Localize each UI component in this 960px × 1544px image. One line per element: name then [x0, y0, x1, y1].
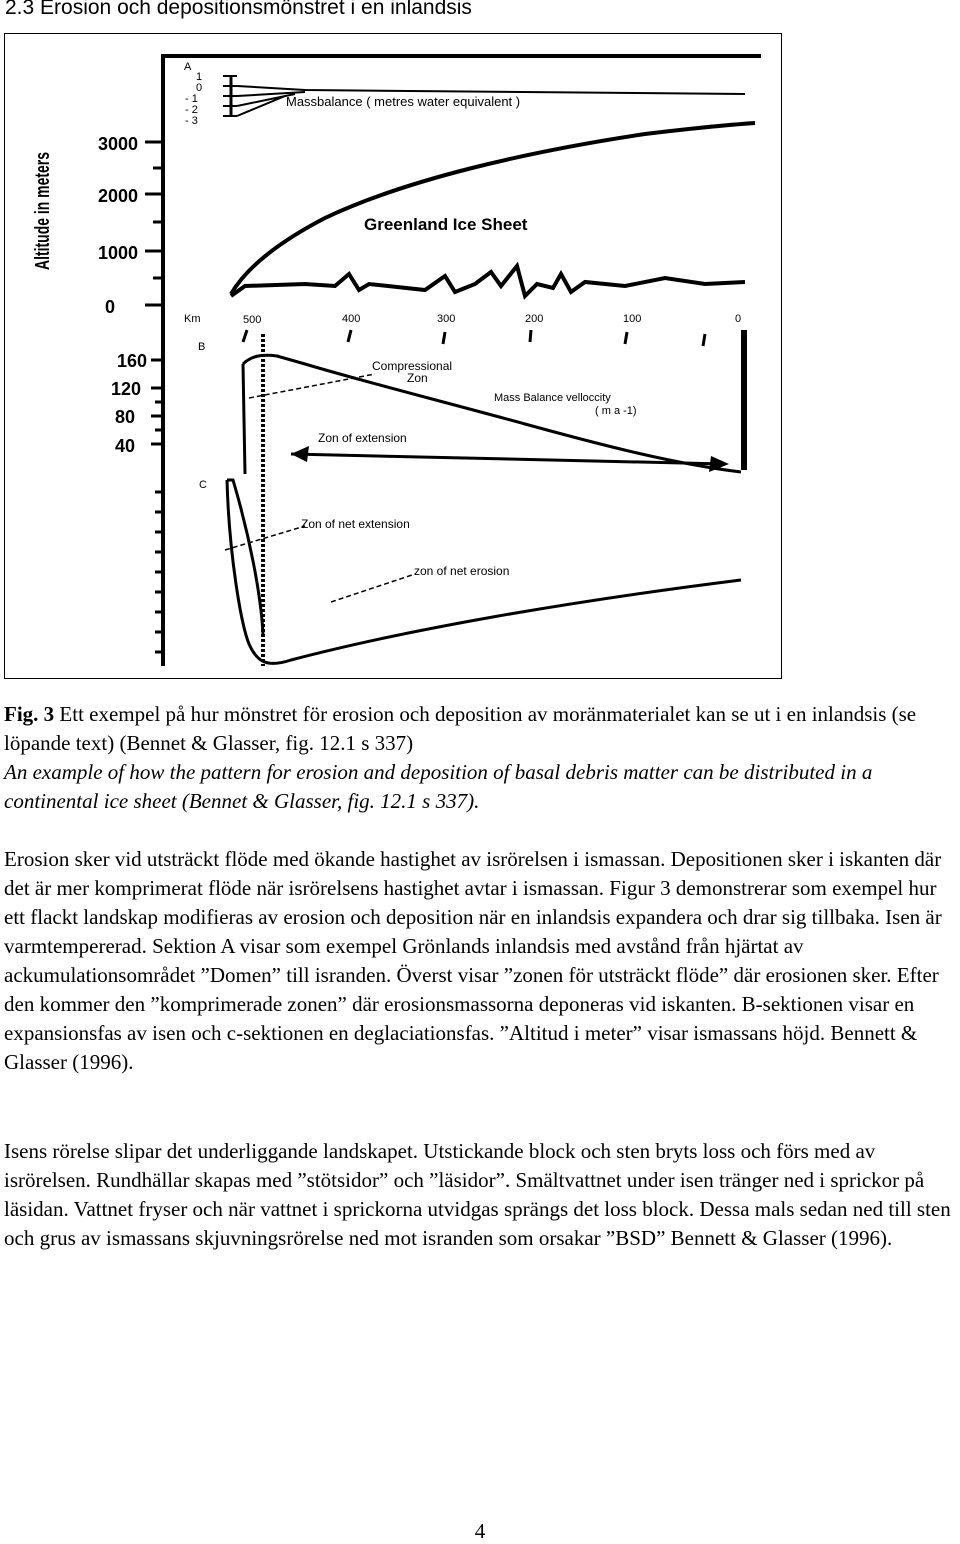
- altitude-tick-label: 1000: [97, 243, 138, 263]
- body-paragraph: Erosion sker vid utsträckt flöde med ökande hastighet av isrörelsen i ismassan. Depositionen sker i iskanten där det är mer komprimerat flöde när isrörelsens hastighet avtar i ismassan. Figur 3 demonstrerar som exempel hur ett flackt landskap modifieras av erosion och deposition när en inlandsis expandera och drar sig tillbaka. Isen är varmtempererad. Sektion A visar som exempel Grönlands inlandsis med avstånd från hjärtat av ackumulationsområdet ”Domen” till isranden. Överst visar ”zonen för utsträckt flöde” där erosionen sker. Efter den kommer den ”komprimerade zonen” där erosionsmassorna deponeras vid iskanten. B-sektionen visar en expansionsfas av isen och c-sektionen en deglaciationsfas. ”Altitud i meter” visar ismassans höjd. Bennett & Glasser (1996).: [4, 847, 942, 1074]
- massbalance-tick-label: - 2: [185, 104, 198, 116]
- zone-of-net-extension-label: Zon of net extension: [301, 517, 410, 531]
- massbalance-tick-label: - 1: [185, 93, 198, 105]
- section-b-label: B: [198, 341, 206, 353]
- zone-of-extension-label: Zon of extension: [318, 431, 407, 445]
- section-c-label: C: [199, 479, 207, 491]
- massbalance-label: Massbalance ( metres water equivalent ): [286, 94, 521, 109]
- altitude-axis: [98, 134, 165, 317]
- km-tick-label: 400: [342, 313, 361, 325]
- section-a-label: A: [184, 61, 192, 73]
- velocity-tick-label: 80: [114, 407, 135, 427]
- y-axis-title: Altitude in meters: [32, 101, 54, 270]
- caption-swedish: Ett exempel på hur mönstret för erosion och deposition av moränmaterialet kan se ut i en inlandsis (se löpande text) (Bennet & Glasser, fig. 12.1 s 337): [4, 702, 917, 755]
- mass-balance-velocity-label: Mass Balance velloccity ( m a -1): [494, 392, 637, 417]
- velocity-curve-left-edge: [243, 364, 245, 474]
- compressional-zone-label: Compressional Zon: [372, 359, 453, 385]
- km-tick-label: 0: [735, 313, 742, 325]
- section-heading: 2.3 Erosion och depositionsmönstret i en inlandsis: [5, 0, 472, 19]
- km-label: Km: [184, 313, 201, 325]
- figure-caption: [4, 700, 960, 816]
- altitude-tick-label: 0: [104, 297, 115, 317]
- glacier-diagram: [5, 34, 783, 680]
- ice-sheet-label: Greenland Ice Sheet: [364, 215, 528, 234]
- velocity-tick-label: 120: [110, 379, 141, 399]
- massbalance-tick-label: 1: [196, 71, 203, 83]
- velocity-tick-label: 160: [116, 351, 147, 371]
- section-b-right-border: [741, 330, 747, 470]
- velocity-axis: [111, 351, 165, 456]
- massbalance-tick-label: 0: [196, 82, 203, 94]
- caption-label: Fig. 3: [4, 702, 55, 726]
- zone-of-net-erosion-label: zon of net erosion: [414, 564, 510, 578]
- massbalance-tick-label: - 3: [185, 115, 198, 127]
- km-tick-label: 200: [525, 313, 544, 325]
- altitude-tick-label: 2000: [97, 186, 138, 206]
- velocity-tick-label: 40: [114, 436, 135, 456]
- altitude-tick-label: 3000: [97, 134, 138, 154]
- km-tick-label: 100: [623, 313, 642, 325]
- km-tick-label: 500: [243, 314, 262, 326]
- page-number: 4: [474, 1519, 486, 1543]
- figure-3: [4, 33, 782, 679]
- body-paragraph: Isens rörelse slipar det underliggande landskapet. Utstickande block och sten bryts loss och förs med av isrörelsen. Rundhällar skapas med ”stötsidor” och ”läsidor”. Smältvattnet under isen tränger ned i sprickor på läsidan. Vattnet fryser och när vattnet i sprickorna utvidgas sprängs det loss block. Dessa mals sedan ned till sten och grus av ismassans skjuvningsrörelse ned mot isranden som orsakar ”BSD” Bennett & Glasser (1996).: [4, 1139, 951, 1250]
- km-tick-label: 300: [437, 313, 456, 325]
- caption-english: An example of how the pattern for erosion and deposition of basal debris matter can be distributed in a continental ice sheet (Bennet & Glasser, fig. 12.1 s 337).: [4, 760, 873, 813]
